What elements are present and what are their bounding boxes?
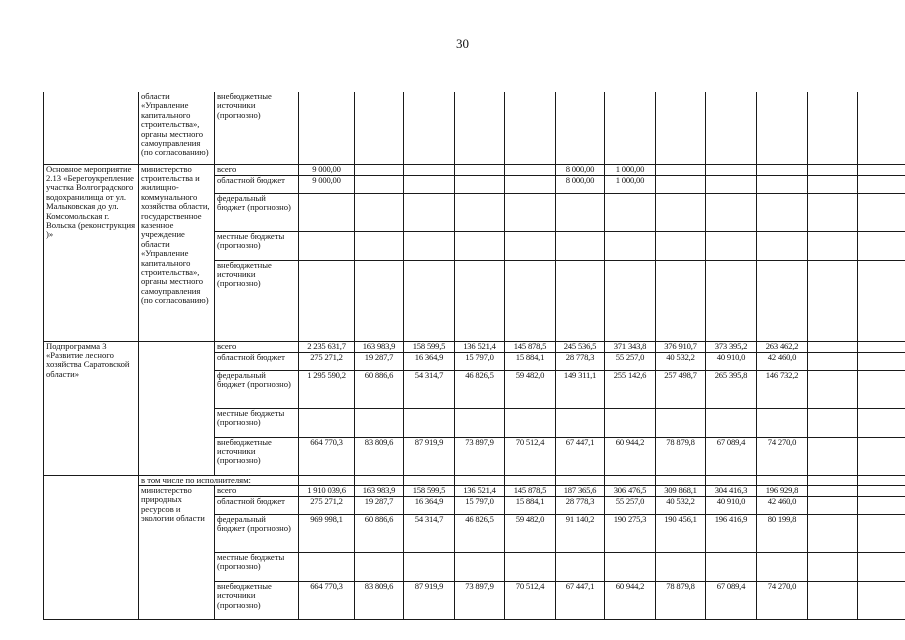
source-cell: всего [215, 164, 299, 175]
value-cell [757, 193, 808, 231]
source-cell: внебюджетные источники (прогнозно) [215, 92, 299, 164]
value-cell: 145 878,5 [505, 341, 556, 352]
value-cell: 1 000,00 [605, 175, 656, 193]
value-cell: 40 532,2 [656, 496, 706, 514]
value-cell: 146 732,2 [757, 370, 808, 408]
value-cell: 158 599,5 [404, 341, 455, 352]
value-cell [808, 552, 858, 581]
value-cell [404, 175, 455, 193]
source-cell: местные бюджеты (прогнозно) [215, 408, 299, 437]
executors-heading-row [44, 475, 905, 485]
value-cell: 664 770,3 [299, 581, 355, 619]
executor-cell [139, 341, 215, 475]
event-name-cell: Основное мероприятие 2.13 «Берегоукрепление участка Волгоградского водохранилища от ул. Малыковская до ул. Комсомольская г. Вольска (реконструкция )» [44, 164, 139, 341]
value-cell [656, 260, 706, 341]
value-cell [556, 475, 605, 485]
value-cell [706, 164, 757, 175]
value-cell [355, 164, 404, 175]
value-cell: 1 910 039,6 [299, 485, 355, 496]
value-cell [757, 164, 808, 175]
value-cell: 40 532,2 [656, 352, 706, 370]
value-cell [808, 437, 858, 475]
value-cell [858, 92, 905, 164]
value-cell [757, 92, 808, 164]
value-cell: 158 599,5 [404, 485, 455, 496]
value-cell [455, 193, 505, 231]
value-cell: 245 536,5 [556, 341, 605, 352]
value-cell [808, 231, 858, 260]
value-cell [355, 231, 404, 260]
source-cell: областной бюджет [215, 352, 299, 370]
value-cell: 28 778,3 [556, 496, 605, 514]
value-cell [858, 260, 905, 341]
value-cell: 74 270,0 [757, 581, 808, 619]
name-cell [44, 92, 139, 164]
value-cell: 306 476,5 [605, 485, 656, 496]
subprogram-name-cell: Подпрограмма 3 «Развитие лесного хозяйства Саратовской области» [44, 341, 139, 475]
value-cell: 16 364,9 [404, 496, 455, 514]
value-cell: 70 512,4 [505, 437, 556, 475]
value-cell: 67 089,4 [706, 437, 757, 475]
value-cell [808, 370, 858, 408]
source-cell: внебюджетные источники (прогнозно) [215, 260, 299, 341]
value-cell: 87 919,9 [404, 581, 455, 619]
value-cell [299, 231, 355, 260]
value-cell [404, 231, 455, 260]
value-cell [404, 475, 455, 485]
value-cell [808, 164, 858, 175]
value-cell [858, 437, 905, 475]
value-cell [808, 175, 858, 193]
value-cell [556, 92, 605, 164]
value-cell [808, 341, 858, 352]
value-cell: 54 314,7 [404, 370, 455, 408]
value-cell: 59 482,0 [505, 370, 556, 408]
value-cell [556, 231, 605, 260]
value-cell [455, 164, 505, 175]
value-cell [858, 341, 905, 352]
value-cell [605, 475, 656, 485]
value-cell: 15 884,1 [505, 496, 556, 514]
value-cell [404, 260, 455, 341]
executor-cell: области «Управление капитального строительства», органы местного самоуправления (по согласованию) [139, 92, 215, 164]
value-cell: 83 809,6 [355, 581, 404, 619]
value-cell: 145 878,5 [505, 485, 556, 496]
value-cell: 8 000,00 [556, 164, 605, 175]
source-cell: федеральный бюджет (прогнозно) [215, 514, 299, 552]
value-cell: 9 000,00 [299, 164, 355, 175]
value-cell [858, 408, 905, 437]
value-cell [455, 408, 505, 437]
value-cell [355, 408, 404, 437]
value-cell [355, 175, 404, 193]
value-cell [455, 260, 505, 341]
value-cell [858, 552, 905, 581]
value-cell: 28 778,3 [556, 352, 605, 370]
event-row [44, 164, 905, 175]
value-cell: 371 343,8 [605, 341, 656, 352]
value-cell [605, 552, 656, 581]
value-cell [706, 231, 757, 260]
value-cell [355, 92, 404, 164]
value-cell: 136 521,4 [455, 485, 505, 496]
value-cell [505, 193, 556, 231]
value-cell [605, 260, 656, 341]
value-cell [299, 552, 355, 581]
value-cell: 80 199,8 [757, 514, 808, 552]
value-cell [556, 552, 605, 581]
value-cell [299, 193, 355, 231]
value-cell: 78 879,8 [656, 437, 706, 475]
value-cell: 1 295 590,2 [299, 370, 355, 408]
value-cell [505, 552, 556, 581]
value-cell: 1 000,00 [605, 164, 656, 175]
page-number: 30 [456, 36, 469, 51]
value-cell [299, 260, 355, 341]
value-cell [706, 475, 757, 485]
subprogram-row [44, 341, 905, 352]
value-cell [656, 193, 706, 231]
value-cell: 67 447,1 [556, 437, 605, 475]
value-cell [505, 475, 556, 485]
value-cell [656, 231, 706, 260]
source-cell: федеральный бюджет (прогнозно) [215, 193, 299, 231]
value-cell [605, 231, 656, 260]
value-cell [808, 485, 858, 496]
value-cell [858, 164, 905, 175]
value-cell: 60 886,6 [355, 514, 404, 552]
value-cell: 263 462,2 [757, 341, 808, 352]
value-cell [404, 193, 455, 231]
value-cell [605, 408, 656, 437]
value-cell [808, 408, 858, 437]
value-cell [404, 408, 455, 437]
value-cell [505, 260, 556, 341]
value-cell: 255 142,6 [605, 370, 656, 408]
value-cell: 275 271,2 [299, 352, 355, 370]
value-cell: 74 270,0 [757, 437, 808, 475]
value-cell [706, 175, 757, 193]
value-cell: 15 797,0 [455, 496, 505, 514]
source-cell: областной бюджет [215, 175, 299, 193]
value-cell: 60 944,2 [605, 437, 656, 475]
name-cell [44, 485, 139, 619]
value-cell [808, 581, 858, 619]
source-cell: местные бюджеты (прогнозно) [215, 231, 299, 260]
value-cell: 664 770,3 [299, 437, 355, 475]
value-cell: 40 910,0 [706, 496, 757, 514]
value-cell: 15 884,1 [505, 352, 556, 370]
value-cell: 2 235 631,7 [299, 341, 355, 352]
value-cell [404, 552, 455, 581]
value-cell: 373 395,2 [706, 341, 757, 352]
value-cell [656, 552, 706, 581]
value-cell [455, 552, 505, 581]
value-cell [656, 408, 706, 437]
value-cell: 60 886,6 [355, 370, 404, 408]
value-cell [757, 231, 808, 260]
value-cell [757, 260, 808, 341]
value-cell [808, 92, 858, 164]
value-cell [858, 581, 905, 619]
value-cell: 19 287,7 [355, 496, 404, 514]
value-cell [706, 408, 757, 437]
continuation-row [44, 92, 905, 164]
budget-table [43, 92, 905, 620]
source-cell: всего [215, 485, 299, 496]
value-cell [299, 408, 355, 437]
value-cell: 163 983,9 [355, 485, 404, 496]
value-cell: 67 089,4 [706, 581, 757, 619]
value-cell: 55 257,0 [605, 352, 656, 370]
value-cell [556, 193, 605, 231]
value-cell [858, 514, 905, 552]
value-cell: 42 460,0 [757, 496, 808, 514]
source-cell: местные бюджеты (прогнозно) [215, 552, 299, 581]
value-cell: 309 868,1 [656, 485, 706, 496]
executor-cell: министерство строительства и жилищно-коммунального хозяйства области, государственное казенное учреждение области «Управление капитального строительства», органы местного самоуправления (по согласованию) [139, 164, 215, 341]
value-cell: 46 826,5 [455, 514, 505, 552]
value-cell [355, 552, 404, 581]
value-cell [808, 352, 858, 370]
value-cell: 78 879,8 [656, 581, 706, 619]
value-cell: 265 395,8 [706, 370, 757, 408]
value-cell [299, 92, 355, 164]
value-cell: 54 314,7 [404, 514, 455, 552]
value-cell: 163 983,9 [355, 341, 404, 352]
value-cell [455, 231, 505, 260]
value-cell [706, 92, 757, 164]
source-cell: федеральный бюджет (прогнозно) [215, 370, 299, 408]
value-cell: 40 910,0 [706, 352, 757, 370]
value-cell: 304 416,3 [706, 485, 757, 496]
value-cell [556, 260, 605, 341]
value-cell: 55 257,0 [605, 496, 656, 514]
value-cell: 83 809,6 [355, 437, 404, 475]
value-cell: 19 287,7 [355, 352, 404, 370]
value-cell [656, 175, 706, 193]
value-cell [757, 552, 808, 581]
value-cell: 15 797,0 [455, 352, 505, 370]
value-cell: 275 271,2 [299, 496, 355, 514]
value-cell: 87 919,9 [404, 437, 455, 475]
value-cell [355, 260, 404, 341]
source-cell: внебюджетные источники (прогнозно) [215, 581, 299, 619]
source-cell: областной бюджет [215, 496, 299, 514]
value-cell: 42 460,0 [757, 352, 808, 370]
value-cell: 136 521,4 [455, 341, 505, 352]
value-cell [299, 475, 355, 485]
value-cell [505, 164, 556, 175]
source-cell: внебюджетные источники (прогнозно) [215, 437, 299, 475]
name-cell [44, 475, 139, 485]
executor-cell: министерство природных ресурсов и экологии области [139, 485, 215, 619]
value-cell [706, 260, 757, 341]
value-cell [706, 552, 757, 581]
value-cell [808, 193, 858, 231]
value-cell [404, 92, 455, 164]
value-cell [556, 408, 605, 437]
value-cell [656, 164, 706, 175]
value-cell: 187 365,6 [556, 485, 605, 496]
value-cell: 190 275,3 [605, 514, 656, 552]
value-cell [404, 164, 455, 175]
value-cell: 969 998,1 [299, 514, 355, 552]
value-cell [808, 496, 858, 514]
value-cell [808, 475, 858, 485]
value-cell [858, 485, 905, 496]
value-cell [757, 408, 808, 437]
value-cell: 8 000,00 [556, 175, 605, 193]
value-cell: 149 311,1 [556, 370, 605, 408]
value-cell: 73 897,9 [455, 437, 505, 475]
value-cell [757, 175, 808, 193]
value-cell [355, 193, 404, 231]
value-cell [858, 352, 905, 370]
value-cell [706, 193, 757, 231]
value-cell: 196 416,9 [706, 514, 757, 552]
value-cell: 67 447,1 [556, 581, 605, 619]
source-cell: всего [215, 341, 299, 352]
value-cell [455, 92, 505, 164]
value-cell [656, 92, 706, 164]
ministry-row [44, 485, 905, 496]
value-cell: 91 140,2 [556, 514, 605, 552]
value-cell [505, 231, 556, 260]
value-cell [858, 370, 905, 408]
value-cell [505, 408, 556, 437]
value-cell: 376 910,7 [656, 341, 706, 352]
value-cell [505, 92, 556, 164]
value-cell: 73 897,9 [455, 581, 505, 619]
value-cell [858, 231, 905, 260]
value-cell [858, 175, 905, 193]
value-cell [605, 92, 656, 164]
value-cell [858, 475, 905, 485]
value-cell [605, 193, 656, 231]
value-cell [858, 193, 905, 231]
value-cell [355, 475, 404, 485]
value-cell [858, 496, 905, 514]
value-cell: 46 826,5 [455, 370, 505, 408]
value-cell: 70 512,4 [505, 581, 556, 619]
value-cell [505, 175, 556, 193]
value-cell: 196 929,8 [757, 485, 808, 496]
executors-heading-cell: в том числе по исполнителям: [139, 475, 299, 485]
value-cell [757, 475, 808, 485]
value-cell: 190 456,1 [656, 514, 706, 552]
value-cell [455, 175, 505, 193]
value-cell: 9 000,00 [299, 175, 355, 193]
value-cell [656, 475, 706, 485]
value-cell: 60 944,2 [605, 581, 656, 619]
value-cell: 59 482,0 [505, 514, 556, 552]
value-cell: 16 364,9 [404, 352, 455, 370]
value-cell [808, 514, 858, 552]
value-cell [455, 475, 505, 485]
value-cell: 257 498,7 [656, 370, 706, 408]
value-cell [808, 260, 858, 341]
